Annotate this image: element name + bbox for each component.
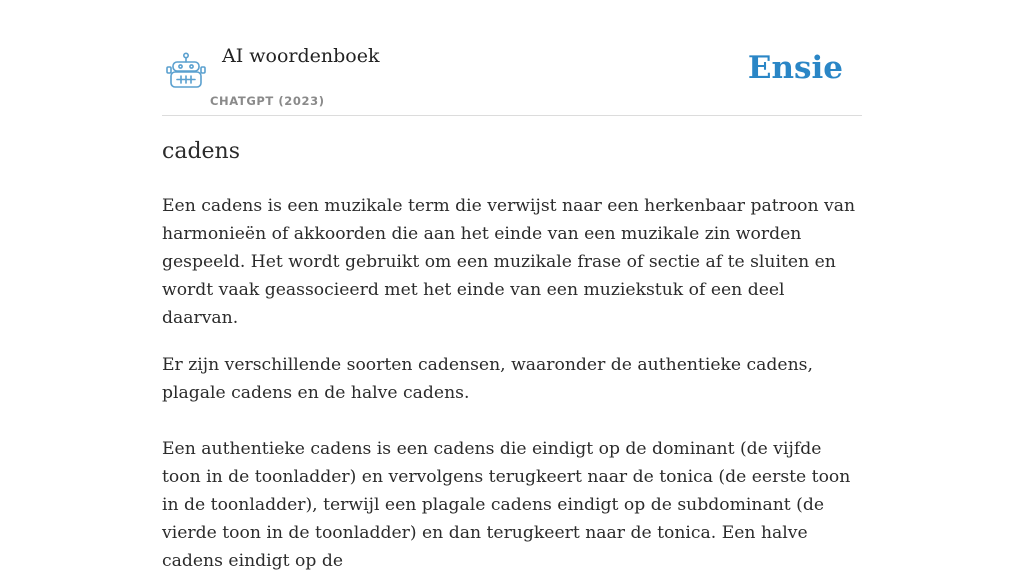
robot-icon xyxy=(166,52,206,90)
header xyxy=(162,0,862,116)
brand-logo-link[interactable]: Ensie xyxy=(747,50,843,86)
definition-paragraph: Er zijn verschillende soorten cadensen, waaronder de authentieke cadens, plagale cadens en de halve cadens. xyxy=(162,355,813,403)
definition-paragraph: Een cadens is een muzikale term die verwijst naar een herkenbaar patroon van harmonieën of akkoorden die aan het einde van een muzikale zin worden gespeeld. Het wordt gebruikt om een muzikale frase of sectie af te sluiten en wordt vaak geassocieerd met het einde van een muziekstuk of een deel daarvan. xyxy=(162,196,856,328)
dictionary-source: CHATGPT (2023) xyxy=(210,94,325,108)
content-container xyxy=(162,0,862,571)
definition-paragraph: Een authentieke cadens is een cadens die eindigt op de dominant (de vijfde toon in de toonladder) en vervolgens terugkeert naar de tonica (de eerste toon in de toonladder), terwijl een plagale cadens eindigt op de subdominant (de vierde toon in de toonladder) en dan terugkeert naar de tonica. Een halve cadens eindigt op de xyxy=(162,439,851,571)
entry-definition xyxy=(162,192,862,575)
dictionary-title[interactable]: AI woordenboek xyxy=(222,45,380,67)
entry-term: cadens xyxy=(162,139,240,164)
